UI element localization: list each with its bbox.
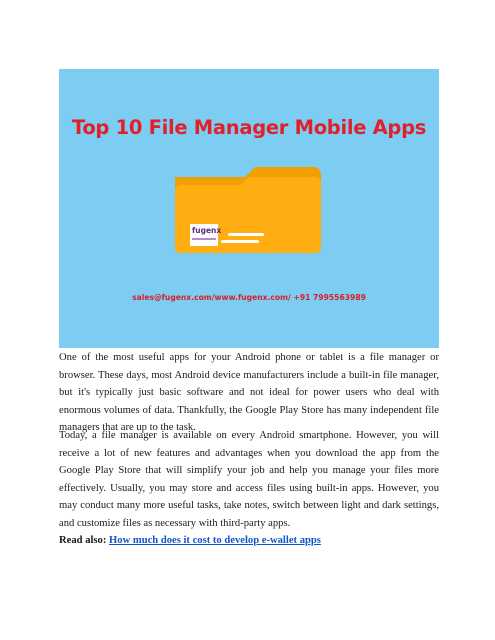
banner-title: Top 10 File Manager Mobile Apps [71, 116, 427, 139]
hero-banner [59, 69, 439, 348]
brand-logo [190, 224, 222, 246]
folder-icon [59, 69, 439, 348]
brand-logo-text: fugenx [192, 226, 222, 235]
brand-logo-tagline [192, 238, 216, 240]
read-also [59, 533, 321, 549]
read-also-link[interactable]: How much does it cost to develop e-wallet apps [109, 535, 321, 546]
banner-contact: sales@fugenx.com/www.fugenx.com/ +91 7995563989 [132, 293, 366, 302]
body-paragraph: Today, a file manager is available on every Android smartphone. However, you will receive a lot of new features and advantages when you download the app from the Google Play Store that will simplify your job and help you manage your files more effectively. Usually, you may store and access files using built-in apps. However, you may conduct many more useful tasks, take notes, switch between light and dark settings, and customize files as necessary with third-party apps. [59, 430, 439, 529]
read-also-label: Read also: [59, 535, 110, 546]
intro-paragraph: One of the most useful apps for your Android phone or tablet is a file manager or browser. These days, most Android device manufacturers include a built-in file manager, but it's typically just basic software and not ideal for power users who deal with enormous volumes of data. Thankfully, the Google Play Store has many independent file managers that are up to the task. [59, 352, 439, 433]
